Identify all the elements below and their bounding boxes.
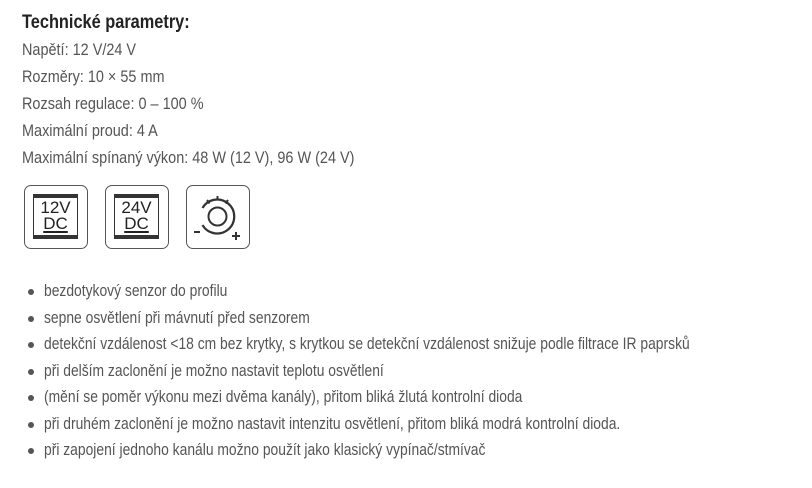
dial-graphic	[187, 186, 248, 247]
voltage-label: 12V	[40, 198, 71, 217]
list-item-text: sepne osvětlení při mávnutí před senzorem	[44, 308, 310, 327]
current-type-label: DC	[124, 214, 149, 233]
section-heading: Technické parametry:	[22, 12, 190, 33]
badge-bottom-rule	[115, 235, 158, 238]
list-item-text: detekční vzdálenost <18 cm bez krytky, s krytkou se detekční vzdálenost snižuje podle filtrace IR paprsků	[44, 335, 690, 353]
bullet-icon	[28, 342, 34, 348]
bullet-icon	[28, 369, 34, 375]
param-regulation-range: Rozsah regulace: 0 – 100 %	[22, 94, 204, 113]
dimmer-dial-icon	[186, 185, 250, 249]
list-item-text: při druhém zaclonění je možno nastavit intenzitu osvětlení, přitom bliká modrá kontrolní dioda.	[44, 414, 621, 433]
voltage-12v-dc-icon	[24, 185, 88, 249]
voltage-badge	[33, 194, 78, 239]
list-item-text: bezdotykový senzor do profilu	[44, 282, 228, 300]
badge-bottom-rule	[34, 235, 77, 238]
param-max-current: Maximální proud: 4 A	[22, 121, 158, 140]
list-item-text: při zapojení jednoho kanálu možno použít jako klasický vypínač/stmívač	[44, 441, 486, 459]
bullet-icon	[28, 422, 34, 428]
bullet-icon	[28, 448, 34, 454]
list-item-text: při delším zaclonění je možno nastavit teplotu osvětlení	[44, 361, 384, 380]
voltage-badge	[114, 194, 159, 239]
list-item-text: (mění se poměr výkonu mezi dvěma kanály), přitom bliká žlutá kontrolní dioda	[44, 388, 523, 406]
bullet-icon	[28, 395, 34, 401]
param-dimensions: Rozměry: 10 × 55 mm	[22, 67, 165, 86]
bullet-icon	[28, 316, 34, 322]
current-type-label: DC	[43, 214, 68, 233]
voltage-label: 24V	[121, 198, 152, 217]
param-max-power: Maximální spínaný výkon: 48 W (12 V), 96 W (24 V)	[22, 148, 355, 167]
param-voltage: Napětí: 12 V/24 V	[22, 40, 137, 59]
bullet-icon	[28, 289, 34, 295]
voltage-24v-dc-icon	[105, 185, 169, 249]
